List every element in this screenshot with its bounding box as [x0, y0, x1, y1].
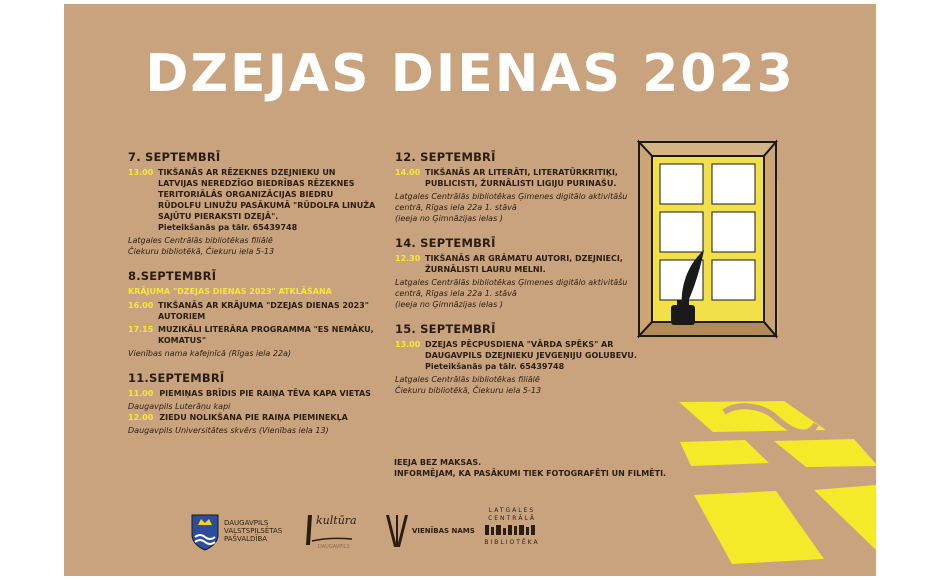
event-location: Daugavpils Universitātes skvērs (Vienības iela 13)	[128, 426, 329, 435]
middle-column	[395, 150, 655, 408]
window-frame	[639, 142, 776, 336]
event-location: Daugavpils Luterāņu kapi	[128, 402, 231, 411]
date-heading: 7. SEPTEMBRĪ	[128, 150, 221, 164]
city-logo-line: DAUGAVPILS	[224, 519, 269, 527]
vienibas-wordmark: VIENĪBAS NAMS	[412, 527, 475, 535]
event-description: ZIEDU NOLIKŠANA PIE RAIŅA PIEMINEKĻA	[159, 413, 348, 422]
registration-phone: Pieteikšanās pa tālr. 65439748	[158, 223, 298, 232]
event-block-sept14	[395, 236, 655, 310]
registration-phone: Pieteikšanās pa tālr. 65439748	[425, 362, 565, 371]
left-column	[128, 150, 378, 448]
event-block-sept11	[128, 371, 378, 436]
event-description: TIKŠANĀS AR KRĀJUMA "DZEJAS DIENAS 2023" AUTORIEM	[158, 301, 369, 321]
page-title: DZEJAS DIENAS 2023	[145, 44, 795, 104]
date-heading: 14. SEPTEMBRĪ	[395, 236, 496, 250]
event-location: Čiekuru bibliotēkā, Čiekuru iela 5-13	[395, 386, 542, 395]
sponsor-logos	[190, 507, 690, 557]
event-details	[425, 339, 655, 372]
event-block-sept7	[128, 150, 378, 257]
event-row	[128, 388, 378, 399]
event-time: 11.00	[128, 389, 154, 398]
event-time: 12.00	[128, 413, 154, 422]
photo-notice: INFORMĒJAM, KA PASĀKUMI TIEK FOTOGRAFĒTI UN FILMĒTI.	[394, 469, 667, 478]
event-description: DZEJAS PĒCPUSDIENA "VĀRDA SPĒKS" AR DAUGAVPILS DZEJNIEKU JEVGEŅIJU GOLUBEVU.	[425, 340, 637, 360]
date-heading: 11.SEPTEMBRĪ	[128, 371, 225, 385]
event-row	[128, 324, 378, 346]
event-location: Vienības nama kafejnīcā (Rīgas iela 22a)	[128, 349, 292, 358]
event-row	[128, 412, 378, 423]
event-location: Latgales Centrālās bibliotēkas filiālē	[395, 375, 540, 384]
event-row	[395, 339, 655, 372]
kultura-wordmark: kultūra	[316, 514, 357, 527]
event-location: (ieeja no Ģimnāzijas ielas )	[395, 214, 503, 223]
footer-note	[394, 457, 666, 479]
vienibas-mark-icon	[384, 513, 410, 549]
date-heading: 15. SEPTEMBRĪ	[395, 322, 496, 336]
event-time: 16.00	[128, 301, 154, 310]
library-logo-line: BIBLIOTĒKA	[484, 539, 540, 546]
inkwell-icon	[671, 300, 695, 325]
event-description: TIKŠANĀS AR GRĀMATU AUTORI, DZEJNIECI, ŽURNĀLISTI LAURU MELNI.	[425, 254, 623, 274]
light-patches	[679, 401, 876, 564]
event-time: 13.00	[395, 340, 421, 349]
event-location: Latgales Centrālās bibliotēkas filiālē	[128, 236, 273, 245]
event-description: MUZIKĀLI LITERĀRA PROGRAMMA "ES NEMĀKU, KOMATUS"	[158, 325, 374, 345]
library-logo-line: LATGALES	[488, 507, 536, 514]
latgales-library-logo	[482, 507, 542, 547]
event-time: 14.00	[395, 168, 421, 177]
event-time: 12.30	[395, 254, 421, 263]
city-logo-line: PAŠVALDĪBA	[224, 535, 268, 543]
event-block-sept8	[128, 269, 378, 359]
library-logo-line: CENTRĀLĀ	[488, 515, 536, 522]
event-subheading: KRĀJUMA "DZEJAS DIENAS 2023" ATKLĀŠANA	[128, 287, 332, 296]
event-location: Latgales Centrālās bibliotēkas Ģimenes digitālo aktivitāšu centrā, Rīgas iela 22a 1. stāvā	[395, 278, 628, 298]
quill-icon	[682, 250, 704, 316]
event-location: Latgales Centrālās bibliotēkas Ģimenes digitālo aktivitāšu centrā, Rīgas iela 22a 1. stāvā	[395, 192, 628, 212]
kultura-sub: DAUGAVPILS	[318, 544, 350, 550]
event-block-sept15	[395, 322, 655, 396]
date-heading: 8.SEPTEMBRĪ	[128, 269, 217, 283]
date-heading: 12. SEPTEMBRĪ	[395, 150, 496, 164]
event-details	[158, 167, 378, 233]
event-description: TIKŠANĀS AR LITERĀTI, LITERATŪRKRITIĶI, PUBLICISTI, ŽURNĀLISTI LIGIJU PURINAŠU.	[425, 168, 618, 188]
bookshelf-icon	[483, 523, 541, 537]
free-entry-note: IEEJA BEZ MAKSAS.	[394, 458, 482, 467]
poster	[64, 4, 876, 576]
event-row	[128, 167, 378, 233]
event-description: PIEMIŅAS BRĪDIS PIE RAIŅA TĒVA KAPA VIETAS	[159, 389, 371, 398]
event-description: TIKŠANĀS AR RĒZEKNES DZEJNIEKU UN LATVIJAS NEREDZĪGO BIEDRĪBAS RĒZEKNES TERITORIĀLĀS ORGANIZĀCIJAS BIEDRU RŪDOLFU LINUŽU PASĀKUMĀ "RŪDOLFA LINUŽA SAJŪTU PIERAKSTI DZEJĀ".	[158, 168, 376, 221]
event-block-sept12	[395, 150, 655, 224]
city-logo-line: VALSTSPILSĒTAS	[224, 527, 283, 535]
event-location: Čiekuru bibliotēkā, Čiekuru iela 5-13	[128, 247, 275, 256]
event-time: 17.15	[128, 325, 154, 334]
event-row	[395, 167, 655, 189]
event-row	[128, 300, 378, 322]
coat-of-arms-icon	[190, 513, 220, 551]
event-row	[395, 253, 655, 275]
event-location: (ieeja no Ģimnāzijas ielas )	[395, 300, 503, 309]
event-time: 13.00	[128, 168, 154, 177]
